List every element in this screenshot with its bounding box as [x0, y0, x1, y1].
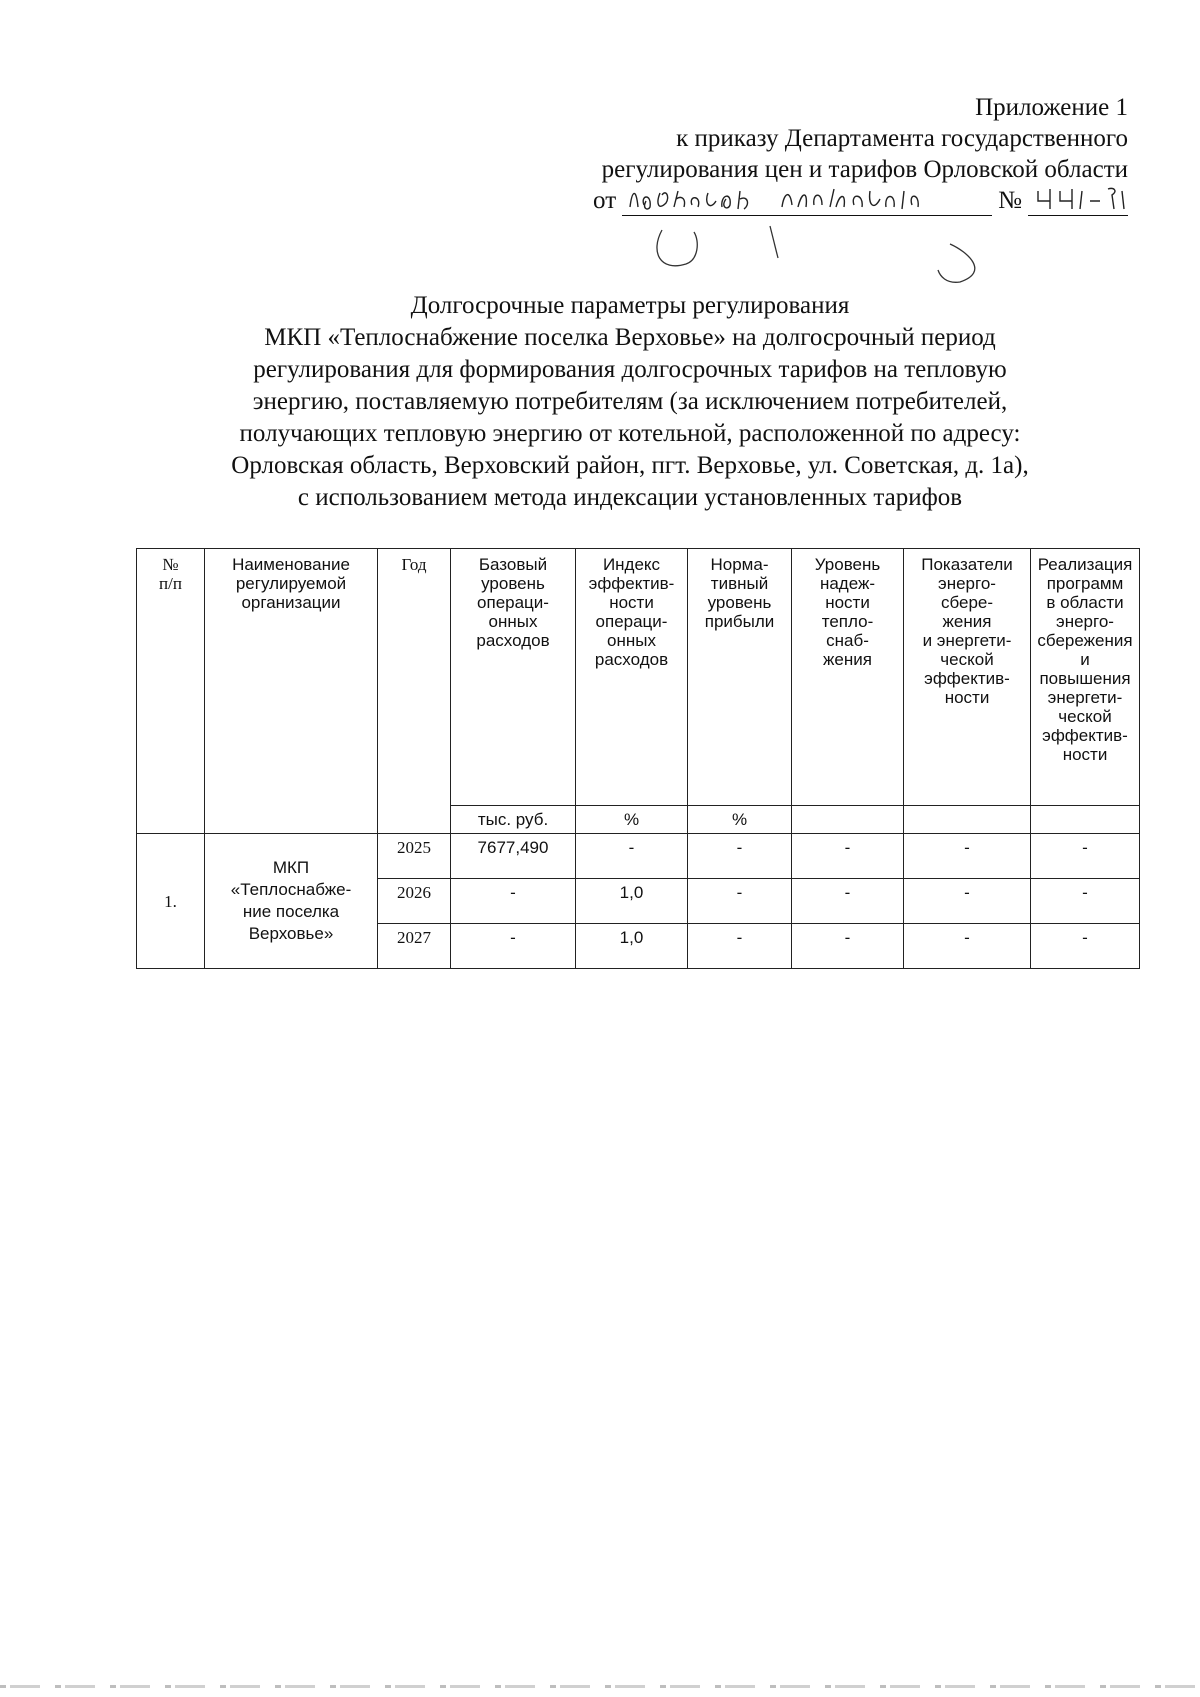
col-header-profit-level: Норма- тивный уровень прибыли [688, 549, 792, 806]
unit-energy-saving [904, 806, 1031, 834]
col-header-energy-saving: Показатели энерго- сбере- жения и энергети- ческой эффектив- ности [904, 549, 1031, 806]
appendix-header [593, 92, 1128, 216]
col-header-efficiency-index: Индекс эффектив- ности операци- онных расходов [576, 549, 688, 806]
year-cell: 2025 [378, 834, 451, 879]
table-row [137, 834, 1140, 879]
programs-cell: - [1031, 879, 1140, 924]
unit-programs [1031, 806, 1140, 834]
title-line: энергию, поставляемую потребителям (за исключением потребителей, [252, 388, 1008, 415]
signature-marks [650, 222, 1010, 292]
document-title [130, 290, 1130, 514]
reliability-cell: - [792, 924, 904, 969]
scan-edge-artifact [0, 1685, 1200, 1688]
programs-cell: - [1031, 834, 1140, 879]
title-line: МКП «Теплоснабжение поселка Верховье» на долгосрочный период [264, 324, 996, 351]
energy-saving-cell: - [904, 879, 1031, 924]
base-level-cell: 7677,490 [451, 834, 576, 879]
appendix-order-ref: к приказу Департамента государственного [676, 125, 1128, 152]
title-line: регулирования для формирования долгосрочных тарифов на тепловую [253, 356, 1007, 383]
energy-saving-cell: - [904, 834, 1031, 879]
appendix-department: регулирования цен и тарифов Орловской области [601, 156, 1128, 183]
organization-name: МКП «Теплоснабже- ние поселка Верховье» [205, 834, 378, 969]
order-date-field [622, 187, 992, 216]
unit-base-level: тыс. руб. [451, 806, 576, 834]
profit-level-cell: - [688, 879, 792, 924]
base-level-cell: - [451, 879, 576, 924]
col-header-year: Год [378, 549, 451, 834]
unit-reliability [792, 806, 904, 834]
efficiency-index-cell: 1,0 [576, 924, 688, 969]
from-label: от [593, 187, 617, 214]
profit-level-cell: - [688, 834, 792, 879]
efficiency-index-cell: 1,0 [576, 879, 688, 924]
programs-cell: - [1031, 924, 1140, 969]
col-header-base-level: Базовый уровень операци- онных расходов [451, 549, 576, 806]
parameters-table [136, 548, 1140, 969]
col-header-reliability: Уровень надеж- ности тепло- снаб- жения [792, 549, 904, 806]
handwritten-order-number [1028, 181, 1128, 215]
energy-saving-cell: - [904, 924, 1031, 969]
title-line: Орловская область, Верховский район, пгт. Верховье, ул. Советская, д. 1а), [231, 452, 1029, 479]
reliability-cell: - [792, 834, 904, 879]
title-line: Долгосрочные параметры регулирования [410, 292, 850, 319]
order-date-number-line [593, 185, 1128, 216]
title-line: получающих тепловую энергию от котельной, расположенной по адресу: [239, 420, 1021, 447]
unit-profit-level: % [688, 806, 792, 834]
number-label: № [998, 187, 1022, 214]
col-header-organization: Наименование регулируемой организации [205, 549, 378, 834]
order-number-field [1028, 187, 1128, 216]
unit-efficiency-index: % [576, 806, 688, 834]
reliability-cell: - [792, 879, 904, 924]
row-number: 1. [137, 834, 205, 969]
efficiency-index-cell: - [576, 834, 688, 879]
appendix-title: Приложение 1 [975, 94, 1128, 121]
year-cell: 2026 [378, 879, 451, 924]
table-header-row [137, 549, 1140, 806]
handwritten-date-signature [622, 181, 992, 215]
col-header-number: № п/п [137, 549, 205, 834]
base-level-cell: - [451, 924, 576, 969]
profit-level-cell: - [688, 924, 792, 969]
year-cell: 2027 [378, 924, 451, 969]
col-header-programs: Реализация программ в области энерго- сбережения и повышения энергети- ческой эффектив- ности [1031, 549, 1140, 806]
title-line: с использованием метода индексации установленных тарифов [297, 484, 963, 511]
